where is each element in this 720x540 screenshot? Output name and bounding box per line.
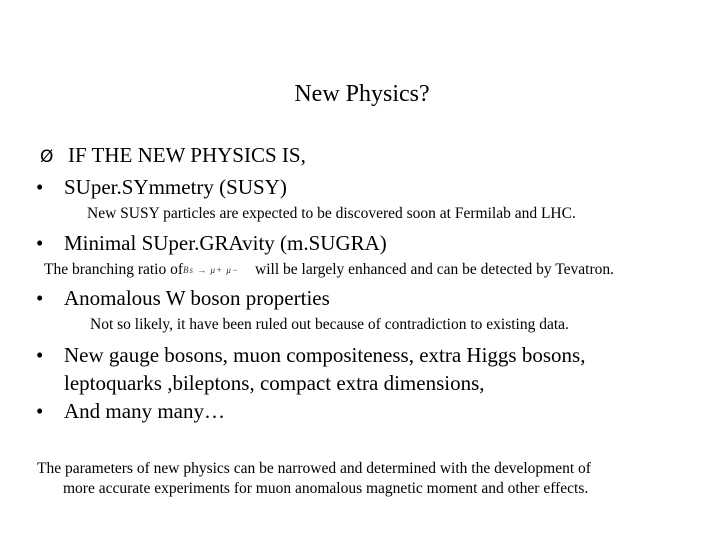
bullet-icon: • bbox=[36, 343, 44, 367]
bullet-msugra bbox=[36, 230, 387, 257]
bullet-text: New gauge bosons, muon compositeness, extra Higgs bosons, bbox=[64, 343, 586, 367]
bullet-text: And many many… bbox=[64, 399, 225, 423]
intro-text: IF THE NEW PHYSICS IS, bbox=[68, 143, 306, 167]
branching-ratio-formula: Bs → μ+ μ− bbox=[183, 265, 239, 276]
footer-paragraph bbox=[37, 459, 697, 499]
intro-line bbox=[40, 142, 306, 171]
note-text-after: will be largely enhanced and can be detected by Tevatron. bbox=[255, 261, 615, 278]
bullet-many bbox=[36, 398, 225, 425]
note-susy: New SUSY particles are expected to be discovered soon at Fermilab and LHC. bbox=[87, 205, 576, 222]
footer-line-1: The parameters of new physics can be narrowed and determined with the development of bbox=[37, 460, 591, 477]
bullet-icon: • bbox=[36, 231, 44, 255]
bullet-text: SUper.SYmmetry (SUSY) bbox=[64, 175, 287, 199]
note-msugra bbox=[44, 260, 614, 280]
note-text-before: The branching ratio of bbox=[44, 261, 184, 278]
bullet-icon: • bbox=[36, 399, 44, 423]
bullet-susy bbox=[36, 174, 287, 201]
arrow-bullet-icon: Ø bbox=[40, 147, 54, 167]
bullet-gauge-bosons-continued: leptoquarks ,bileptons, compact extra dimensions, bbox=[64, 371, 485, 395]
bullet-text: Anomalous W boson properties bbox=[64, 286, 330, 310]
footer-line-2: more accurate experiments for muon anomalous magnetic moment and other effects. bbox=[63, 480, 589, 497]
bullet-icon: • bbox=[36, 175, 44, 199]
bullet-text: Minimal SUper.GRAvity (m.SUGRA) bbox=[64, 231, 387, 255]
bullet-gauge-bosons bbox=[36, 342, 585, 369]
bullet-icon: • bbox=[36, 286, 44, 310]
slide-title: New Physics? bbox=[294, 81, 430, 107]
bullet-w-boson bbox=[36, 285, 330, 312]
note-w-boson: Not so likely, it have been ruled out because of contradiction to existing data. bbox=[90, 316, 569, 333]
